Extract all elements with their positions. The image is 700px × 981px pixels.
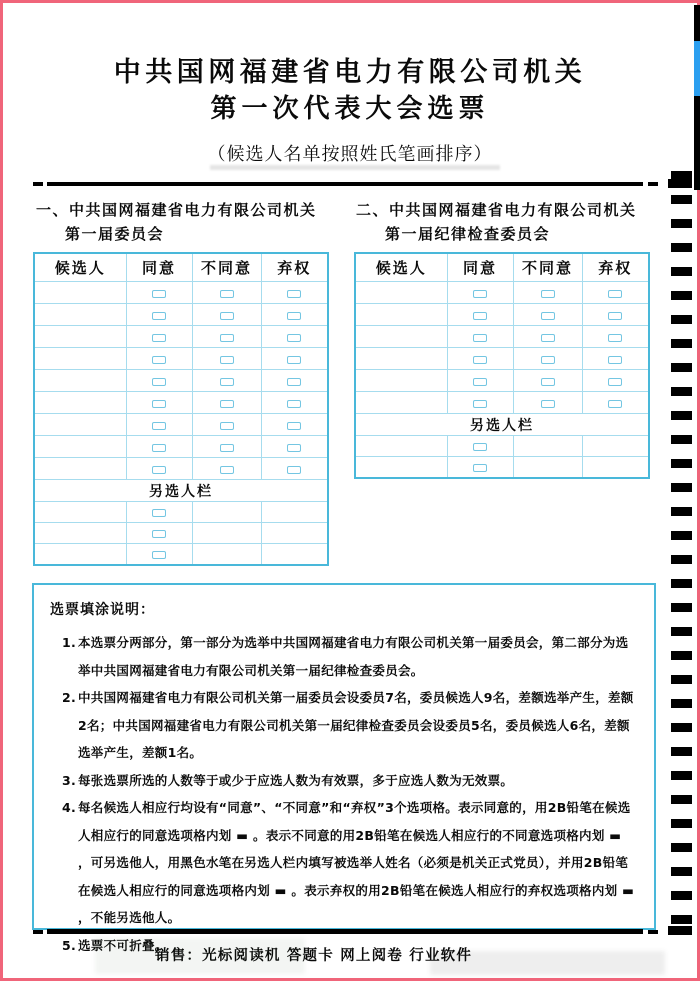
instruction-text: 选票不可折叠。 <box>78 937 168 953</box>
option-cell-agree <box>126 523 192 544</box>
option-cell-disagree <box>192 370 261 392</box>
col-header-abstain: 弃权 <box>582 253 649 282</box>
timing-mark <box>671 195 692 204</box>
option-cell-abstain <box>261 392 328 414</box>
timing-mark <box>671 843 692 852</box>
candidate-name-cell <box>355 348 447 370</box>
write-in-row <box>34 502 328 523</box>
section-heading-line2: 第一届纪律检查委员会 <box>385 225 551 243</box>
candidate-name-cell <box>34 458 126 480</box>
disagree-mark-box[interactable] <box>220 466 234 474</box>
option-cell-disagree <box>513 282 582 304</box>
section-heading-discipline <box>356 198 637 246</box>
candidate-row <box>34 304 328 326</box>
timing-mark <box>671 699 692 708</box>
timing-mark <box>671 507 692 516</box>
candidate-name-cell <box>355 282 447 304</box>
write-in-name-cell[interactable] <box>355 457 447 479</box>
option-cell-agree <box>126 304 192 326</box>
agree-mark-box[interactable] <box>473 378 487 386</box>
separator-line <box>47 182 643 186</box>
edge-bar-black-bottom <box>694 96 700 190</box>
agree-mark-box[interactable] <box>152 400 166 408</box>
write-in-name-cell[interactable] <box>355 436 447 457</box>
option-cell-agree <box>447 348 513 370</box>
separator-dash <box>33 182 43 186</box>
timing-mark <box>671 387 692 396</box>
instructions-box <box>32 583 656 953</box>
timing-mark <box>671 795 692 804</box>
disagree-mark-box[interactable] <box>541 400 555 408</box>
empty-cell <box>192 523 261 544</box>
agree-mark-box[interactable] <box>473 334 487 342</box>
timing-mark <box>671 531 692 540</box>
disagree-mark-box[interactable] <box>220 290 234 298</box>
edge-bar-blue <box>694 41 700 96</box>
option-cell-agree <box>447 436 513 457</box>
candidate-name-cell <box>355 304 447 326</box>
ballot-title-line1: 中共国网福建省电力有限公司机关 <box>113 57 587 88</box>
option-cell-agree <box>447 392 513 414</box>
option-cell-disagree <box>192 392 261 414</box>
candidate-row <box>355 326 649 348</box>
empty-cell <box>582 457 649 479</box>
agree-mark-box[interactable] <box>152 509 166 517</box>
option-cell-abstain <box>582 370 649 392</box>
abstain-mark-box[interactable] <box>608 378 622 386</box>
write-in-row <box>34 523 328 544</box>
abstain-mark-box[interactable] <box>608 334 622 342</box>
empty-cell <box>582 436 649 457</box>
candidate-name-cell <box>355 326 447 348</box>
option-cell-agree <box>447 282 513 304</box>
header-row <box>34 253 328 282</box>
option-cell-disagree <box>192 304 261 326</box>
timing-mark <box>671 267 692 276</box>
disagree-mark-box[interactable] <box>541 312 555 320</box>
timing-mark <box>671 483 692 492</box>
candidate-name-cell <box>34 414 126 436</box>
candidate-row <box>34 458 328 480</box>
agree-mark-box[interactable] <box>473 356 487 364</box>
candidate-row <box>34 392 328 414</box>
disagree-mark-box[interactable] <box>220 422 234 430</box>
instruction-text: 每张选票所选的人数等于或少于应选人数为有效票，多于应选人数为无效票。 <box>78 772 514 788</box>
vendor-sales-line: 销售：光标阅读机 答题卡 网上阅卷 行业软件 <box>155 948 473 964</box>
first-committee-ballot-table <box>33 252 329 566</box>
agree-mark-box[interactable] <box>152 422 166 430</box>
option-cell-abstain <box>582 348 649 370</box>
agree-mark-box[interactable] <box>473 443 487 451</box>
option-cell-disagree <box>513 370 582 392</box>
empty-cell <box>192 502 261 523</box>
write-in-label-row <box>34 480 328 502</box>
candidate-row <box>34 370 328 392</box>
agree-mark-box[interactable] <box>152 551 166 559</box>
empty-cell <box>261 502 328 523</box>
candidate-row <box>34 348 328 370</box>
timing-mark <box>671 339 692 348</box>
instruction-number: 5. <box>62 937 77 953</box>
agree-mark-box[interactable] <box>152 378 166 386</box>
candidate-row <box>34 436 328 458</box>
timing-mark <box>668 926 692 935</box>
option-cell-disagree <box>192 348 261 370</box>
option-cell-disagree <box>513 326 582 348</box>
timing-mark <box>671 675 692 684</box>
option-cell-agree <box>126 544 192 566</box>
option-cell-abstain <box>261 458 328 480</box>
option-cell-disagree <box>192 414 261 436</box>
empty-cell <box>261 523 328 544</box>
disagree-mark-box[interactable] <box>541 334 555 342</box>
col-header-disagree: 不同意 <box>513 253 582 282</box>
instruction-item <box>62 767 638 795</box>
candidate-name-cell <box>34 436 126 458</box>
candidate-row <box>34 414 328 436</box>
option-cell-disagree <box>192 282 261 304</box>
discipline-table-container <box>354 252 650 479</box>
top-separator-track <box>0 179 700 191</box>
ballot-subtitle: （候选人名单按照姓氏笔画排序） <box>207 144 493 165</box>
abstain-mark-box[interactable] <box>608 290 622 298</box>
instructions-heading: 选票填涂说明： <box>50 602 155 618</box>
candidate-name-cell <box>34 304 126 326</box>
candidate-name-cell <box>34 392 126 414</box>
write-in-name-cell[interactable] <box>34 502 126 523</box>
candidate-row <box>355 348 649 370</box>
timing-mark <box>671 555 692 564</box>
agree-mark-box[interactable] <box>473 464 487 472</box>
write-in-name-cell[interactable] <box>34 523 126 544</box>
instruction-text: 中共国网福建省电力有限公司机关第一届委员会设委员7名，委员候选人9名，差额选举产生，差额2名；中共国网福建省电力有限公司机关第一届纪律检查委员会设委员5名，委员候选人6名，差额选举产生，差额1名。 <box>78 690 634 760</box>
separator-line <box>47 929 643 934</box>
empty-cell <box>513 436 582 457</box>
option-cell-agree <box>126 370 192 392</box>
write-in-name-cell[interactable] <box>34 544 126 566</box>
option-cell-agree <box>126 326 192 348</box>
candidate-name-cell <box>34 282 126 304</box>
abstain-mark-box[interactable] <box>287 466 301 474</box>
instruction-text: 每名候选人相应行均设有“同意”、“不同意”和“弃权”3个选项格。表示同意的，用2B铅笔在候选人相应行的同意选项格内划 ▬ 。表示不同意的用2B铅笔在候选人相应行的不同意选项格内划 ▬ ，可另选他人，用黑色水笔在另选人栏内填写被选举人姓名（必须是机关正式党员），并用2B铅笔在候选人相应行的同意选项格内划 ▬ 。表示弃权的用2B铅笔在候选人相应行的弃权选项格内划 ▬ ，不能另选他人。 <box>78 800 635 925</box>
agree-mark-box[interactable] <box>152 466 166 474</box>
write-in-section-label: 另选人栏 <box>34 480 328 502</box>
section-heading-line1: 一、中共国网福建省电力有限公司机关 <box>36 201 317 219</box>
option-cell-disagree <box>513 348 582 370</box>
candidate-row <box>355 304 649 326</box>
discipline-committee-ballot-table <box>354 252 650 479</box>
timing-mark <box>671 579 692 588</box>
section-heading-line1: 二、中共国网福建省电力有限公司机关 <box>356 201 637 219</box>
instruction-number: 4. <box>62 800 77 815</box>
agree-mark-box[interactable] <box>473 400 487 408</box>
disagree-mark-box[interactable] <box>220 356 234 364</box>
header-row <box>355 253 649 282</box>
option-cell-agree <box>126 392 192 414</box>
option-cell-agree <box>447 457 513 479</box>
option-cell-abstain <box>261 282 328 304</box>
abstain-mark-box[interactable] <box>608 312 622 320</box>
candidate-row <box>34 326 328 348</box>
timing-mark <box>671 171 692 180</box>
col-header-agree: 同意 <box>447 253 513 282</box>
timing-mark <box>671 603 692 612</box>
agree-mark-box[interactable] <box>473 290 487 298</box>
option-cell-disagree <box>192 436 261 458</box>
separator-dash <box>33 930 43 934</box>
disagree-mark-box[interactable] <box>220 312 234 320</box>
option-cell-abstain <box>582 392 649 414</box>
edge-bar-black-top <box>694 5 700 41</box>
candidate-name-cell <box>355 370 447 392</box>
option-cell-abstain <box>261 304 328 326</box>
disagree-mark-box[interactable] <box>541 356 555 364</box>
option-cell-abstain <box>582 304 649 326</box>
agree-mark-box[interactable] <box>152 444 166 452</box>
option-cell-abstain <box>582 326 649 348</box>
abstain-mark-box[interactable] <box>287 378 301 386</box>
write-in-label-row <box>355 414 649 436</box>
abstain-mark-box[interactable] <box>287 334 301 342</box>
timing-mark <box>671 891 692 900</box>
option-cell-agree <box>447 326 513 348</box>
disagree-mark-box[interactable] <box>541 378 555 386</box>
option-cell-agree <box>126 348 192 370</box>
option-cell-agree <box>126 458 192 480</box>
option-cell-agree <box>126 436 192 458</box>
option-cell-agree <box>447 370 513 392</box>
candidate-row <box>355 392 649 414</box>
option-cell-disagree <box>513 392 582 414</box>
disagree-mark-box[interactable] <box>220 400 234 408</box>
instruction-number: 3. <box>62 772 77 788</box>
candidate-name-cell <box>34 326 126 348</box>
abstain-mark-box[interactable] <box>287 444 301 452</box>
col-header-abstain: 弃权 <box>261 253 328 282</box>
section-heading-committee <box>36 198 317 246</box>
timing-mark <box>671 819 692 828</box>
instruction-item <box>62 794 638 932</box>
timing-mark <box>671 243 692 252</box>
col-header-candidate: 候选人 <box>34 253 126 282</box>
empty-cell <box>261 544 328 566</box>
separator-dash <box>648 930 658 934</box>
abstain-mark-box[interactable] <box>287 422 301 430</box>
instruction-number: 2. <box>62 690 77 705</box>
write-in-row <box>34 544 328 566</box>
agree-mark-box[interactable] <box>152 334 166 342</box>
abstain-mark-box[interactable] <box>608 356 622 364</box>
option-cell-agree <box>447 304 513 326</box>
timing-mark <box>671 723 692 732</box>
instruction-item <box>62 684 638 767</box>
write-in-row <box>355 457 649 479</box>
agree-mark-box[interactable] <box>473 312 487 320</box>
option-cell-disagree <box>192 326 261 348</box>
write-in-section-label: 另选人栏 <box>355 414 649 436</box>
timing-mark <box>671 411 692 420</box>
disagree-mark-box[interactable] <box>541 290 555 298</box>
timing-mark <box>671 291 692 300</box>
bottom-separator-track <box>0 926 700 938</box>
instruction-item <box>62 629 638 684</box>
option-cell-agree <box>126 282 192 304</box>
candidate-row <box>34 282 328 304</box>
timing-mark <box>671 459 692 468</box>
option-cell-disagree <box>513 304 582 326</box>
option-cell-abstain <box>582 282 649 304</box>
agree-mark-box[interactable] <box>152 356 166 364</box>
agree-mark-box[interactable] <box>152 290 166 298</box>
timing-mark <box>671 219 692 228</box>
disagree-mark-box[interactable] <box>220 378 234 386</box>
disagree-mark-box[interactable] <box>220 444 234 452</box>
abstain-mark-box[interactable] <box>287 290 301 298</box>
candidate-name-cell <box>355 392 447 414</box>
instruction-number: 1. <box>62 635 77 650</box>
candidate-row <box>355 282 649 304</box>
timing-mark <box>671 363 692 372</box>
write-in-row <box>355 436 649 457</box>
abstain-mark-box[interactable] <box>608 400 622 408</box>
option-cell-abstain <box>261 348 328 370</box>
empty-cell <box>192 544 261 566</box>
timing-mark <box>671 747 692 756</box>
disagree-mark-box[interactable] <box>220 334 234 342</box>
agree-mark-box[interactable] <box>152 530 166 538</box>
timing-mark <box>671 867 692 876</box>
option-cell-abstain <box>261 436 328 458</box>
section-heading-line2: 第一届委员会 <box>65 225 165 243</box>
timing-mark <box>671 771 692 780</box>
candidate-name-cell <box>34 348 126 370</box>
committee-table-container <box>33 252 329 566</box>
instruction-text: 本选票分两部分，第一部分为选举中共国网福建省电力有限公司机关第一届委员会，第二部分为选举中共国网福建省电力有限公司机关第一届纪律检查委员会。 <box>78 635 629 678</box>
timing-mark <box>671 435 692 444</box>
separator-dash <box>648 182 658 186</box>
timing-mark <box>668 179 692 188</box>
empty-cell <box>513 457 582 479</box>
candidate-row <box>355 370 649 392</box>
col-header-candidate: 候选人 <box>355 253 447 282</box>
timing-mark <box>671 915 692 924</box>
timing-mark <box>671 651 692 660</box>
abstain-mark-box[interactable] <box>287 400 301 408</box>
option-cell-abstain <box>261 370 328 392</box>
option-cell-agree <box>126 414 192 436</box>
timing-mark <box>671 315 692 324</box>
col-header-disagree: 不同意 <box>192 253 261 282</box>
col-header-agree: 同意 <box>126 253 192 282</box>
option-cell-agree <box>126 502 192 523</box>
instructions-list <box>62 629 638 959</box>
option-cell-abstain <box>261 326 328 348</box>
candidate-name-cell <box>34 370 126 392</box>
agree-mark-box[interactable] <box>152 312 166 320</box>
option-cell-abstain <box>261 414 328 436</box>
option-cell-disagree <box>192 458 261 480</box>
timing-mark <box>671 627 692 636</box>
ballot-title-line2: 第一次代表大会选票 <box>210 94 490 124</box>
abstain-mark-box[interactable] <box>287 312 301 320</box>
abstain-mark-box[interactable] <box>287 356 301 364</box>
